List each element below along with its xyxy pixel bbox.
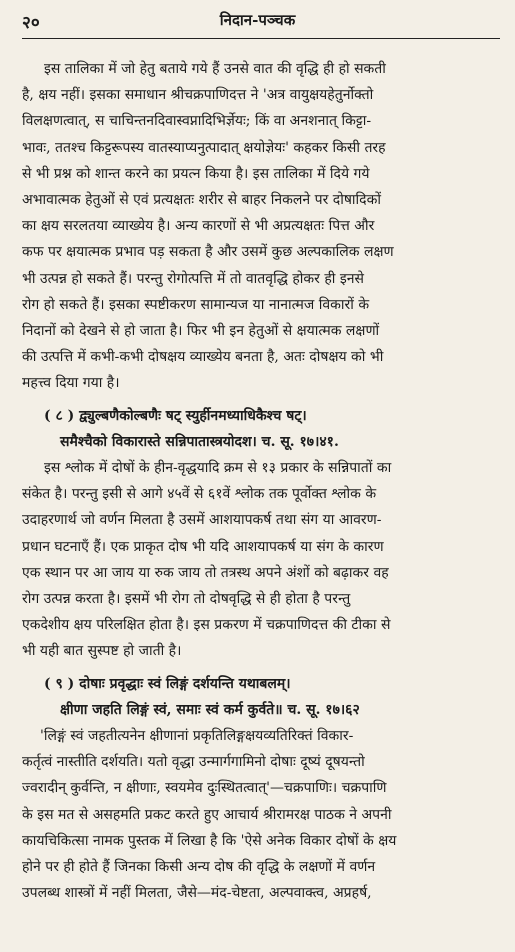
text-line: रोग हो सकते हैं। इसका स्पष्टीकरण सामान्यज या नानात्मज विकारों के: [22, 296, 370, 313]
paragraph-3: [22, 723, 500, 906]
verse-9: [22, 671, 500, 723]
text-line: का क्षय सरलतया व्याख्येय है। अन्य कारणों से भी अप्रत्यक्षतः पित्त और: [22, 218, 375, 235]
verse-line: समैश्चैको विकारास्ते सन्निपातास्त्रयोदश। च. सू. १७।४१.: [60, 433, 339, 450]
text-line: भी उत्पन्न हो सकते हैं। परन्तु रोगोत्पत्ति में तो वातवृद्धि होकर ही इनसे: [22, 270, 364, 287]
text-line: निदानों को देखने से हो जाता है। फिर भी इन हेतुओं से क्षयात्मक लक्षणों: [22, 323, 380, 340]
text-line: एक स्थान पर आ जाय या रुक जाय तो तत्रस्थ अपने अंशों को बढ़ाकर वह: [22, 564, 389, 581]
text-line: कायचिकित्सा नामक पुस्तक में लिखा है कि 'ऐसे अनेक विकार दोषों के क्षय: [22, 832, 397, 849]
text-line: संकेत है। परन्तु इसी से आगे ४५वें से ६१वें श्लोक तक पूर्वोक्त श्लोक के: [22, 486, 377, 503]
running-title: निदान-पञ्चक: [219, 11, 296, 29]
page-header: [0, 0, 515, 40]
page-number: २०: [22, 13, 40, 33]
paragraph-1: [22, 56, 500, 397]
page-body: [22, 56, 500, 907]
text-line: कर्तृत्वं नास्तीति दर्शयति। यतो वृद्धा उन्मार्गगामिनो दोषाः दूष्यं दूषयन्तो: [22, 754, 365, 771]
verse-line: ( ९ ) दोषाः प्रवृद्धाः स्वं लिङ्गं दर्शयन्ति यथाबलम्।: [44, 675, 291, 692]
text-line: भावः, ततश्च किट्टरूपस्य वातस्याप्यनुत्पादात् क्षयोज्ञेयः' कहकर किसी तरह: [22, 139, 386, 156]
text-line: कफ पर क्षयात्मक प्रभाव पड़ सकता है और उसमें कुछ अल्पकालिक लक्षण: [22, 244, 394, 261]
text-line: प्रधान घटनाएँ हैं। एक प्राकृत दोष भी यदि आशयापकर्ष या संग के कारण: [22, 538, 384, 555]
verse-8: [22, 403, 500, 455]
text-line: इस श्लोक में दोषों के हीन-वृद्धयादि क्रम से १३ प्रकार के सन्निपातों का: [44, 460, 392, 477]
text-line: महत्त्व दिया गया है।: [22, 375, 120, 392]
text-line: अभावात्मक हेतुओं से एवं प्रत्यक्षतः शरीर से बाहर निकलने पर दोषादिकों: [22, 192, 381, 209]
text-line: ज्वरादीन् कुर्वन्ति, न क्षीणाः, स्वयमेव दुःस्थितत्वात्'—चक्रपाणिः। चक्रपाणि: [22, 780, 387, 797]
text-line: इस तालिका में जो हेतु बताये गये हैं उनसे वात की वृद्धि ही हो सकती: [44, 61, 386, 77]
verse-line: ( ८ ) द्व्युल्बणैकोल्बणैः षट् स्युर्हीनमध्याधिकैश्च षट्।: [44, 407, 307, 424]
text-line: एकदेशीय क्षय परिलक्षित होता है। इस प्रकरण में चक्रपाणिदत्त की टीका से: [22, 617, 391, 634]
paragraph-2: [22, 455, 500, 665]
text-line: की उत्पत्ति में कभी-कभी दोषक्षय व्याख्येय बनता है, अतः दोषक्षय को भी: [22, 349, 384, 366]
text-line: भी यही बात सुस्पष्ट हो जाती है।: [22, 643, 182, 660]
header-rule: [22, 38, 500, 39]
text-line: विलक्षणत्वात्, स चाचिन्तनदिवास्वप्नादिभिर्ज्ञेयः; किं वा अनशनात् किट्टा-: [22, 113, 372, 130]
verse-line: क्षीणा जहति लिङ्गं स्वं, समाः स्वं कर्म कुर्वते॥ च. सू. १७।६२: [60, 701, 360, 718]
text-line: उदाहरणार्थ जो वर्णन मिलता है उसमें आशयापकर्ष तथा संग या आवरण-: [22, 512, 382, 529]
text-line: है, क्षय नहीं। इसका समाधान श्रीचक्रपाणिदत्त ने 'अत्र वायुक्षयहेतुर्नोक्तो: [22, 87, 374, 104]
text-line: उपलब्ध शास्त्रों में नहीं मिलता, जैसे—मंद-चेष्टता, अल्पवाक्त्व, अप्रहर्ष,: [22, 885, 372, 902]
text-line: से भी प्रश्न को शान्त करने का प्रयत्न किया है। इस तालिका में दिये गये: [22, 165, 370, 182]
text-line: 'लिङ्गं स्वं जहतीत्यनेन क्षीणानां प्रकृतिलिङ्गक्षयव्यतिरिक्तं विकार-: [40, 728, 354, 745]
text-line: रोग उत्पन्न करता है। इसमें भी रोग तो दोषवृद्धि से ही होता है परन्तु: [22, 591, 351, 608]
text-line: होने पर ही होते हैं जिनका किसी अन्य दोष की वृद्धि के लक्षणों में वर्णन: [22, 859, 376, 876]
text-line: के इस मत से असहमति प्रकट करते हुए आचार्य श्रीरामरक्ष पाठक ने अपनी: [22, 806, 392, 823]
